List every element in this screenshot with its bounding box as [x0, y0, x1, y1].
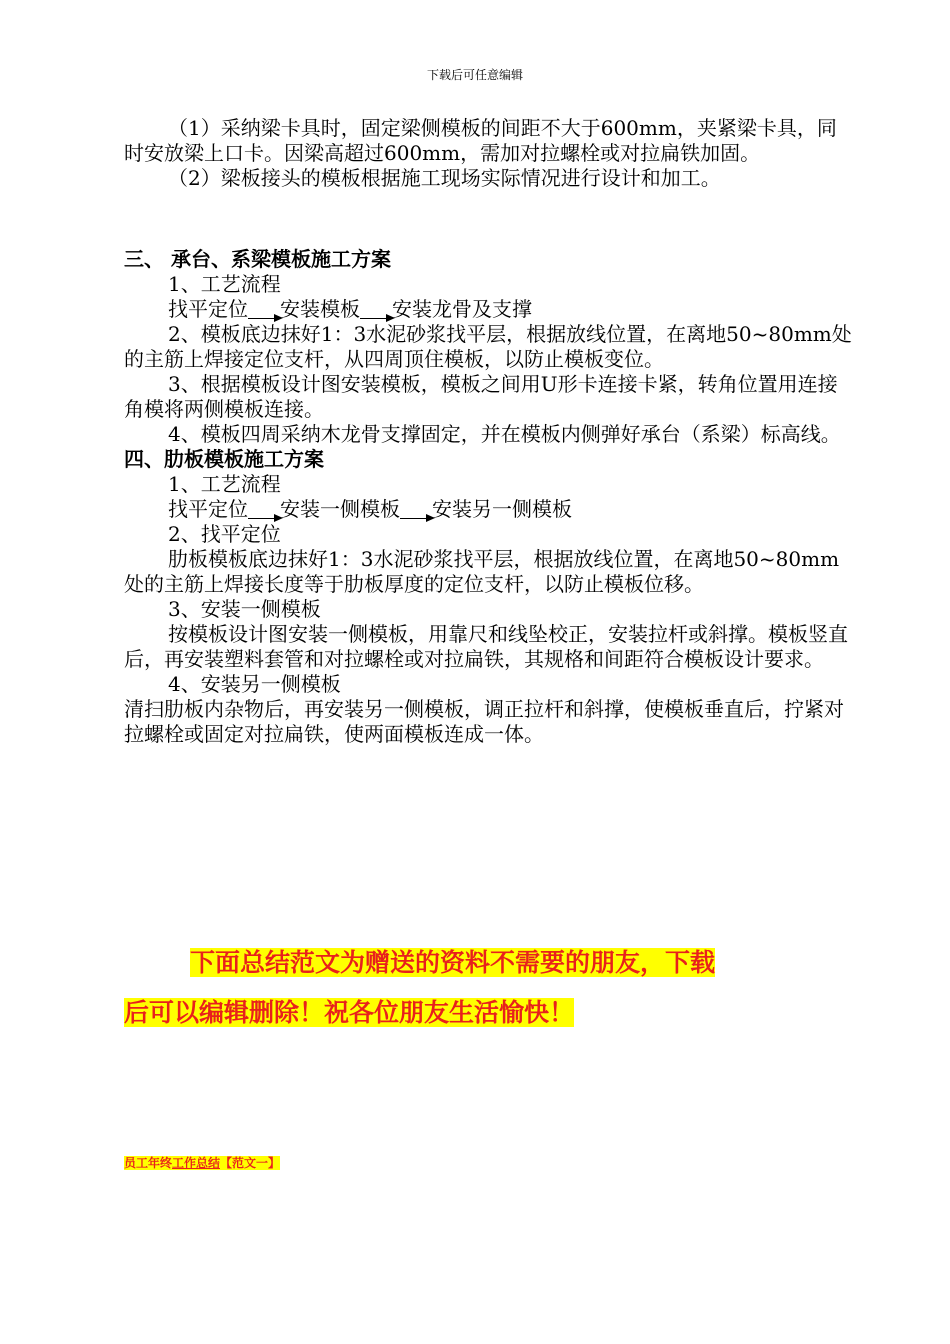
section-3-item-3: 3、根据模板设计图安装模板，模板之间用U形卡连接卡紧，转角位置用连接角模将两侧模板连接。 — [124, 372, 838, 421]
arrow-right-icon — [360, 297, 392, 322]
title-part-1: 员工年终 — [124, 1156, 173, 1170]
section-4-item-2-text: 肋板模板底边抹好1：3水泥砂浆找平层，根据放线位置，在离地50~80mm处的主筋上焊接长度等于肋板厚度的定位支杆，以防止模板位移。 — [124, 547, 840, 596]
section-3-item-2: 2、模板底边抹好1：3水泥砂浆找平层，根据放线位置，在离地50~80mm处的主筋上焊接定位支杆，从四周顶住模板，以防止模板变位。 — [124, 322, 852, 371]
arrow-right-icon — [248, 497, 280, 522]
section-4-flow — [124, 497, 854, 522]
title-part-3: 【范文一】 — [220, 1156, 281, 1170]
flow-step-2: 安装一侧模板 — [280, 497, 400, 521]
flow-step-3: 安装另一侧模板 — [432, 497, 572, 521]
flow-step-1: 找平定位 — [168, 297, 248, 321]
section-4-heading: 四、肋板模板施工方案 — [124, 447, 324, 471]
section-3-item-4: 4、模板四周采纳木龙骨支撑固定，并在模板内侧弹好承台（系梁）标高线。 — [168, 422, 841, 446]
flow-step-3: 安装龙骨及支撑 — [392, 297, 532, 321]
notice-line-1: 下面总结范文为赠送的资料不需要的朋友，下载 — [190, 948, 716, 977]
section-4-item-4: 4、安装另一侧模板 — [168, 672, 341, 696]
title-part-2: 工作总结 — [172, 1156, 221, 1170]
document-body — [124, 116, 854, 747]
paragraph-beam-joint: （2）梁板接头的模板根据施工现场实际情况进行设计和加工。 — [168, 166, 721, 190]
spacer — [124, 222, 854, 247]
page-header: 下载后可任意编辑 — [426, 68, 523, 82]
section-4-item-2: 2、找平定位 — [168, 522, 281, 546]
section-3-heading: 三、 承台、系梁模板施工方案 — [124, 247, 391, 271]
section-4-item-1: 1、工艺流程 — [168, 472, 281, 496]
notice-line-2: 后可以编辑删除！祝各位朋友生活愉快！ — [124, 998, 575, 1027]
arrow-right-icon — [248, 297, 280, 322]
arrow-right-icon — [400, 497, 432, 522]
section-3-item-1: 1、工艺流程 — [168, 272, 281, 296]
promo-notice — [124, 938, 854, 1038]
section-3-flow — [124, 297, 854, 322]
section-4-item-3: 3、安装一侧模板 — [168, 597, 321, 621]
flow-step-1: 找平定位 — [168, 497, 248, 521]
paragraph-beam-clamp: （1）采纳梁卡具时，固定梁侧模板的间距不大于600mm，夹紧梁卡具，同时安放梁上口卡。因梁高超过600mm，需加对拉螺栓或对拉扁铁加固。 — [124, 116, 837, 165]
section-4-item-3-text: 按模板设计图安装一侧模板，用靠尺和线坠校正，安装拉杆或斜撑。模板竖直后，再安装塑料套管和对拉螺栓或对拉扁铁，其规格和间距符合模板设计要求。 — [124, 622, 848, 671]
section-4-item-4-text: 清扫肋板内杂物后，再安装另一侧模板，调正拉杆和斜撑，使模板垂直后，拧紧对拉螺栓或固定对拉扁铁，使两面模板连成一体。 — [124, 697, 844, 746]
sample-essay-title — [124, 1154, 280, 1171]
spacer — [124, 191, 854, 222]
flow-step-2: 安装模板 — [280, 297, 360, 321]
